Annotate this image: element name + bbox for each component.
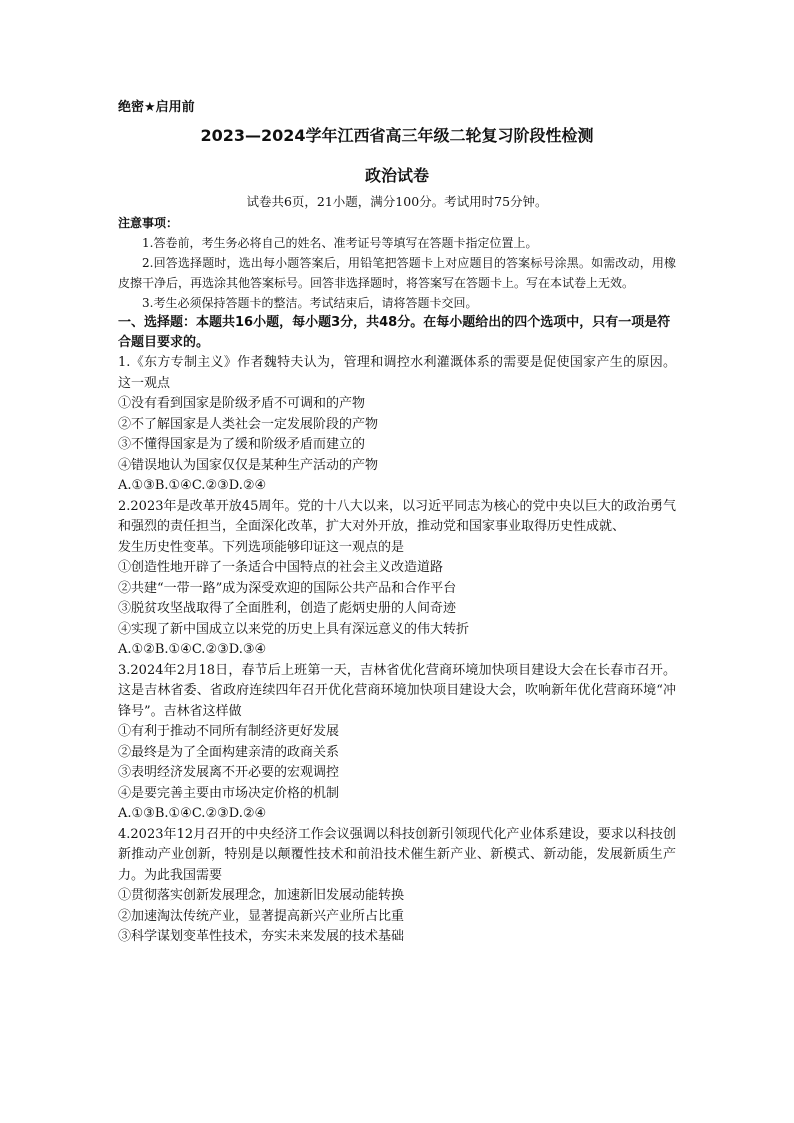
question-option: ③科学谋划变革性技术，夯实未来发展的技术基础 [118,929,405,944]
question-stem: 3.2024年2月18日，春节后上班第一天，吉林省优化营商环境加快项目建设大会在长春市召开。这是吉林省委、省政府连续四年召开优化营商环境加快项目建设大会，吹响新年优化营商环境“冲锋号”。吉林省这样做 [118,662,676,719]
exam-title: 2023—2024学年江西省高三年级二轮复习阶段性检测 [200,126,594,145]
question-option: ④是要完善主要由市场决定价格的机制 [118,785,340,801]
question-option: ④错误地认为国家仅仅是某种生产活动的产物 [118,457,379,473]
exam-info: 试卷共6页，21小题，满分100分。考试用时75分钟。 [246,194,548,209]
question-option: ③不懂得国家是为了缓和阶级矛盾而建立的 [118,437,366,452]
notice-item: 3.考生必须保持答题卡的整洁。考试结束后，请将答题卡交回。 [142,296,478,310]
question-stem: 2.2023年是改革开放45周年。党的十八大以来，以习近平同志为核心的党中央以巨大的政治勇气和强烈的责任担当，全面深化改革，扩大对外开放，推动党和国家事业取得历史性成就、 [118,498,676,534]
subject-title: 政治试卷 [364,166,429,185]
question-3 [118,661,676,825]
question-option: ①贯彻落实创新发展理念，加速新旧发展动能转换 [118,888,405,903]
question-option: ①没有看到国家是阶级矛盾不可调和的产物 [118,396,366,411]
answer-choices: A.①③B.①④C.②③D.②④ [118,806,267,821]
secret-label: 绝密★启用前 [118,100,195,115]
question-option: ③表明经济发展离不开必要的宏观调控 [118,765,340,780]
question-option: ①有利于推动不同所有制经济更好发展 [118,724,340,739]
answer-choices: A.①②B.①④C.②③D.③④ [118,642,267,657]
question-option: ②不了解国家是人类社会一定发展阶段的产物 [118,416,379,432]
answer-choices: A.①③B.①④C.②③D.②④ [118,478,267,493]
notice-item: 2.回答选择题时，选出每小题答案后，用铅笔把答题卡上对应题目的答案标号涂黑。如需改动，用橡皮擦干净后，再选涂其他答案标号。回答非选择题时，将答案写在答题卡上。写在本试卷上无效。 [118,256,676,290]
question-option: ②加速淘汰传统产业，显著提高新兴产业所占比重 [118,908,405,924]
question-stem-continued: 发生历史性变革。下列选项能够印证这一观点的是 [118,539,405,555]
question-2 [118,497,676,661]
notice-heading: 注意事项： [118,216,179,230]
question-stem: 4.2023年12月召开的中央经济工作会议强调以科技创新引领现代化产业体系建设，要求以科技创新推动产业创新，特别是以颠覆性技术和前沿技术催生新产业、新模式、新动能，发展新质生产力。为此我国需要 [118,826,676,883]
question-option: ④实现了新中国成立以来党的历史上具有深远意义的伟大转折 [118,621,470,637]
section-heading: 一、选择题：本题共16小题，每小题3分，共48分。在每小题给出的四个选项中，只有一项是符合题目要求的。 [118,315,671,350]
question-stem: 1.《东方专制主义》作者魏特夫认为，管理和调控水利灌溉体系的需要是促使国家产生的原因。这一观点 [118,355,676,391]
question-option: ②共建“一带一路”成为深受欢迎的国际公共产品和合作平台 [118,580,457,596]
question-option: ③脱贫攻坚战取得了全面胜利，创造了彪炳史册的人间奇迹 [118,601,457,616]
question-option: ①创造性地开辟了一条适合中国特点的社会主义改造道路 [118,560,444,575]
exam-content [118,98,676,948]
question-1 [118,353,676,497]
notice-item: 1.答卷前，考生务必将自己的姓名、准考证号等填写在答题卡指定位置上。 [142,236,538,250]
question-4 [118,825,676,948]
question-option: ②最终是为了全面构建亲清的政商关系 [118,744,340,760]
